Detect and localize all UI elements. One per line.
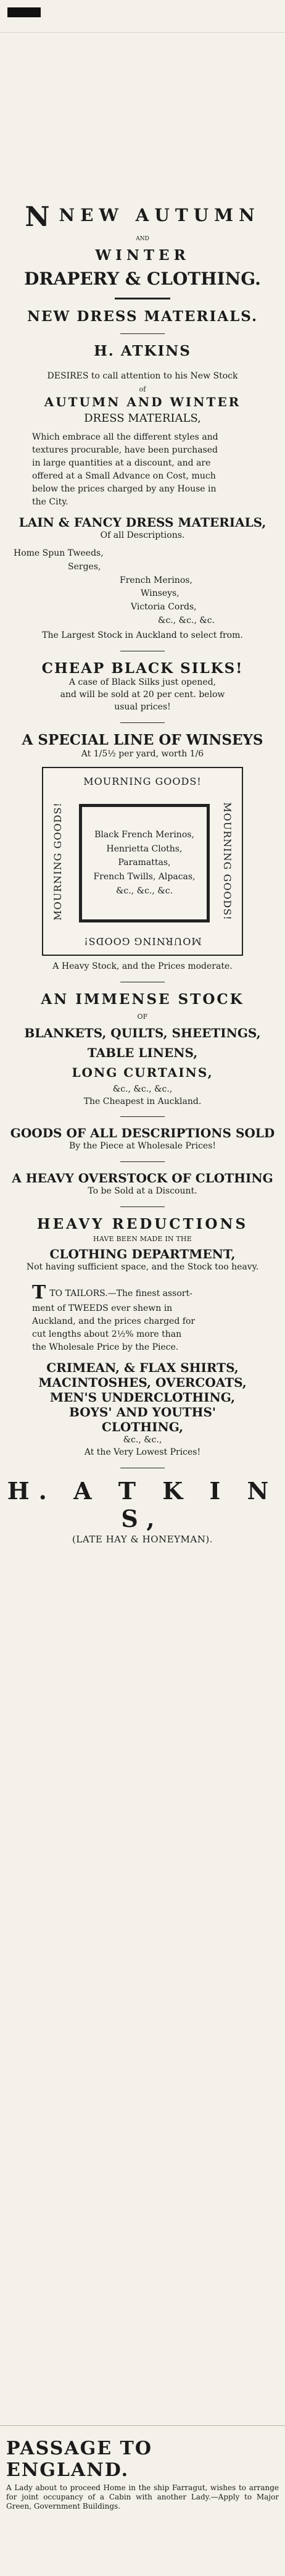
dress-materials-label: NEW DRESS MATERIALS. [27, 308, 258, 325]
title-line-1 [6, 201, 279, 233]
intro-block [6, 201, 279, 359]
advertisement [6, 201, 279, 1545]
lain-line: LAIN & FANCY DRESS MATERIALS, [19, 515, 266, 530]
signature-block [6, 1477, 279, 1545]
fabric-winseys: Winseys, [141, 588, 180, 599]
shirts-line-3: MEN'S UNDERCLOTHING, [49, 1390, 236, 1405]
tailors-text-1: TO TAILORS.—The finest assort- [49, 1289, 192, 1299]
autumn-winter: AUTUMN AND WINTER [44, 394, 241, 409]
cheap-line-2: and will be sold at 20 per cent. below [60, 690, 225, 700]
reductions-title: HEAVY REDUCTIONS [36, 1216, 249, 1233]
goods-sub: By the Piece at Wholesale Prices! [68, 1141, 217, 1152]
clothing-department: CLOTHING DEPARTMENT, [49, 1247, 236, 1262]
cheap-line-3: usual prices! [114, 702, 171, 713]
mourning-item-5: &c., &c., &c. [115, 885, 173, 896]
dropcap-n: N [25, 201, 56, 233]
special-sub: At 1/5½ per yard, worth 1/6 [81, 748, 204, 759]
mourning-left: MOURNING GOODS! [52, 802, 64, 921]
winter-label: WINTER [95, 247, 190, 264]
reductions-sub: HAVE BEEN MADE IN THE [93, 1235, 192, 1244]
mourning-right: MOURNING GOODS! [221, 802, 233, 921]
shirts-line-6: &c., &c., [123, 1435, 162, 1445]
reductions-block [6, 1216, 279, 1274]
largest-stock: The Largest Stock in Auckland to select from. [42, 630, 243, 641]
mourning-box [42, 767, 243, 956]
fabric-victoria: Victoria Cords, [131, 602, 197, 613]
tailors-line-5: the Wholesale Price by the Piece. [32, 1342, 179, 1353]
dress-materials-sub: DRESS MATERIALS, [84, 411, 201, 425]
immense-title: AN IMMENSE STOCK [41, 990, 244, 1008]
mid-rule-5 [120, 1161, 165, 1162]
immense-line-3: LONG CURTAINS, [72, 1064, 213, 1080]
goods-title: GOODS OF ALL DESCRIPTIONS SOLD [10, 1126, 275, 1141]
overstock-sub: To be Sold at a Discount. [88, 1186, 197, 1197]
fabric-homespun: Home Spun Tweeds, [14, 548, 104, 559]
atkins-label: H. ATKINS [94, 343, 191, 359]
overstock-block [6, 1171, 279, 1198]
fabric-etc: &c., &c., &c. [158, 615, 215, 625]
heavy-stock-line: A Heavy Stock, and the Prices moderate. [52, 961, 233, 971]
immense-etc: &c., &c., &c., [112, 1084, 173, 1094]
mourning-item-3: Paramattas, [118, 858, 171, 868]
special-title: A SPECIAL LINE OF WINSEYS [22, 731, 263, 748]
immense-line-1: BLANKETS, QUILTS, SHEETINGS, [24, 1025, 261, 1040]
mourning-inner [79, 804, 210, 922]
desires-of: of [139, 385, 146, 393]
immense-block [6, 991, 279, 1108]
reductions-note: Not having sufficient space, and the Stock too heavy. [26, 1262, 259, 1273]
special-block [6, 732, 279, 761]
tailors-block [6, 1284, 279, 1354]
immense-cheapest: The Cheapest in Auckland. [83, 1096, 202, 1106]
paragraph-block [6, 431, 279, 509]
immense-line-2: TABLE LINENS, [87, 1045, 198, 1060]
mourning-top: MOURNING GOODS! [83, 775, 202, 787]
shirts-block [6, 1360, 279, 1459]
paragraph-line-2: textures procurable, have been purchased [32, 445, 218, 456]
top-rule [115, 298, 170, 299]
cheap-line-1: A case of Black Silks just opened, [68, 677, 217, 688]
masthead-block [7, 7, 41, 17]
tailors-line-3: Auckland, and the prices charged for [32, 1316, 196, 1327]
and-label: AND [136, 236, 149, 242]
mourning-item-2: Henrietta Cloths, [106, 843, 183, 854]
overstock-title: A HEAVY OVERSTOCK OF CLOTHING [12, 1171, 273, 1186]
drapery-label: DRAPERY & CLOTHING. [24, 269, 261, 289]
shirts-line-7: At the Very Lowest Prices! [84, 1447, 201, 1457]
signature-sub: (LATE HAY & HONEYMAN). [72, 1533, 213, 1545]
notice-divider [0, 2425, 285, 2426]
mid-rule-6 [120, 1206, 165, 1207]
mourning-bottom: MOURNING GOODS! [83, 935, 202, 947]
mourning-item-1: Black French Merinos, [94, 829, 194, 840]
shirts-line-5: CLOTHING, [101, 1420, 184, 1435]
masthead-strip [0, 0, 285, 33]
tailors-line-1 [32, 1284, 253, 1302]
cheap-block [6, 660, 279, 714]
mourning-item-4: French Twills, Alpacas, [93, 872, 196, 882]
paragraph-line-3: in large quantities at a discount, and are [32, 458, 211, 469]
passage-headline: PASSAGE TO ENGLAND. [6, 2438, 152, 2481]
goods-block [6, 1126, 279, 1153]
mid-rule-2 [120, 722, 165, 723]
passage-notice [6, 2438, 279, 2511]
tailors-line-2: ment of TWEEDS ever shewn in [32, 1303, 173, 1314]
fabric-list [6, 547, 279, 627]
signature-name: H. A T K I N S, [7, 1476, 278, 1533]
fabric-serges: Serges, [68, 561, 101, 572]
lain-sub: Of all Descriptions. [100, 530, 185, 541]
title-text-1: NEW AUTUMN [59, 205, 260, 225]
tailors-line-4: cut lengths about 2½% more than [32, 1329, 182, 1340]
paragraph-line-5: below the prices charged by any House in [32, 484, 217, 495]
passage-text: A Lady about to proceed Home in the ship Farragut, wishes to arrange for joint occupancy of a Cabin with another Lady.—Apply to Major Green, Government Buildings. [6, 2483, 279, 2511]
desires-block [6, 370, 279, 426]
shirts-line-2: MACINTOSHES, OVERCOATS, [38, 1375, 247, 1390]
immense-of: OF [137, 1012, 148, 1021]
paragraph-line-1: Which embrace all the different styles and [32, 432, 218, 443]
desires-line: DESIRES to call attention to his New Stock [47, 371, 238, 381]
mid-rule-4 [120, 1116, 165, 1117]
paragraph-line-6: the City. [32, 497, 68, 508]
shirts-line-4: BOYS' AND YOUTHS' [68, 1405, 217, 1420]
cheap-title: CHEAP BLACK SILKS! [41, 660, 244, 677]
shirts-line-1: CRIMEAN, & FLAX SHIRTS, [46, 1360, 239, 1376]
dropcap-t: T [32, 1282, 46, 1304]
fabric-merinos: French Merinos, [120, 575, 192, 585]
paragraph-line-4: offered at a Small Advance on Cost, much [32, 471, 216, 482]
lain-block [6, 515, 279, 542]
section-rule [120, 333, 165, 334]
